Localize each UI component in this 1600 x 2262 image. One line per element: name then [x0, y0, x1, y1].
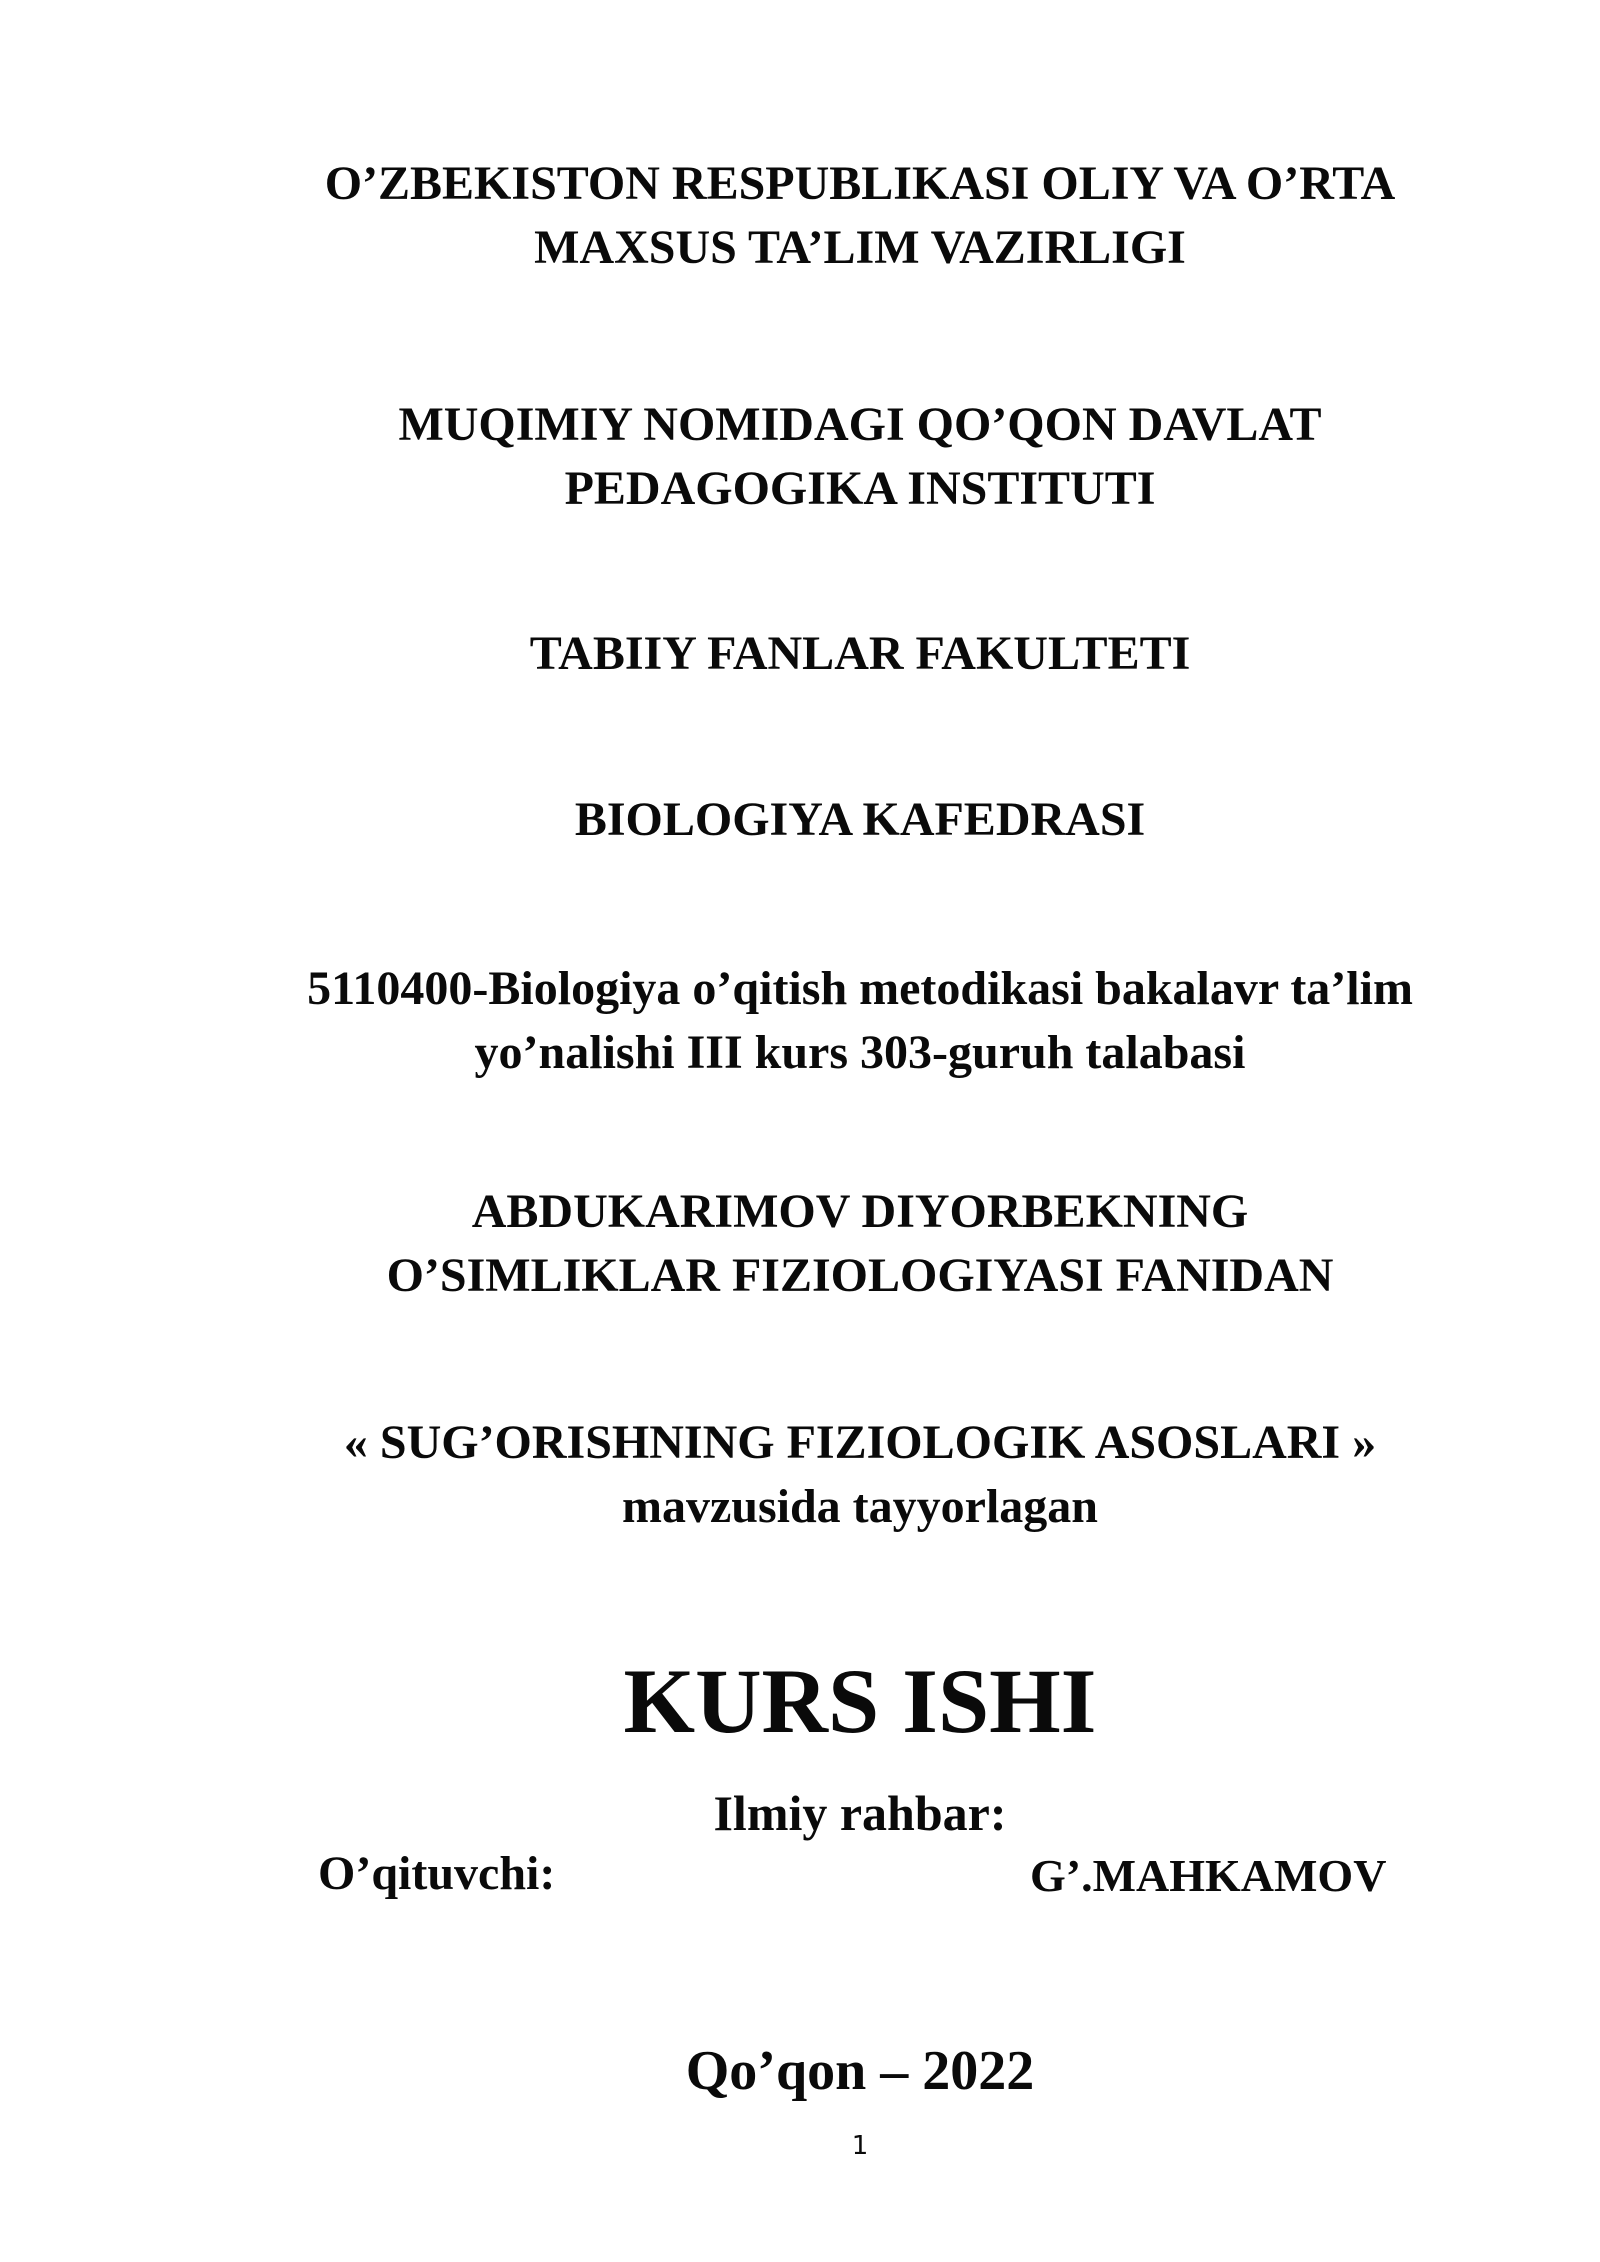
author-line-1: ABDUKARIMOV DIYORBEKNING — [471, 1185, 1249, 1238]
advisor-label: Ilmiy rahbar: — [713, 1785, 1007, 1841]
faculty-heading — [200, 622, 1520, 686]
topic-line-1: « SUG’ORISHNING FIZIOLOGIK ASOSLARI » — [343, 1416, 1377, 1469]
institute-heading — [200, 393, 1520, 521]
faculty-name: TABIIY FANLAR FAKULTETI — [529, 627, 1191, 680]
student-desc-line-2: yo’nalishi III kurs 303-guruh talabasi — [474, 1026, 1246, 1079]
topic-heading — [200, 1411, 1520, 1539]
ministry-line-2: MAXSUS TA’LIM VAZIRLIGI — [534, 221, 1186, 274]
topic-line-2: mavzusida tayyorlagan — [621, 1480, 1098, 1533]
page-number: 1 — [851, 2131, 869, 2161]
department-heading — [200, 788, 1520, 852]
author-line-2: O’SIMLIKLAR FIZIOLOGIYASI FANIDAN — [386, 1249, 1334, 1302]
city-year: Qo’qon – 2022 — [685, 2040, 1035, 2102]
ministry-heading — [200, 152, 1520, 280]
institute-line-2: PEDAGOGIKA INSTITUTI — [564, 462, 1156, 515]
ministry-line-1: O’ZBEKISTON RESPUBLIKASI OLIY VA O’RTA — [324, 157, 1396, 210]
student-desc-line-1: 5110400-Biologiya o’qitish metodikasi bakalavr ta’lim — [307, 962, 1413, 1015]
teacher-name: G’.MAHKAMOV — [1030, 1850, 1387, 1901]
document-type-title: KURS ISHI — [623, 1650, 1097, 1752]
author-heading — [200, 1180, 1520, 1308]
student-description — [200, 957, 1520, 1085]
institute-line-1: MUQIMIY NOMIDAGI QO’QON DAVLAT — [398, 398, 1322, 451]
department-name: BIOLOGIYA KAFEDRASI — [574, 793, 1146, 846]
teacher-role-label: O’qituvchi: — [318, 1847, 556, 1900]
